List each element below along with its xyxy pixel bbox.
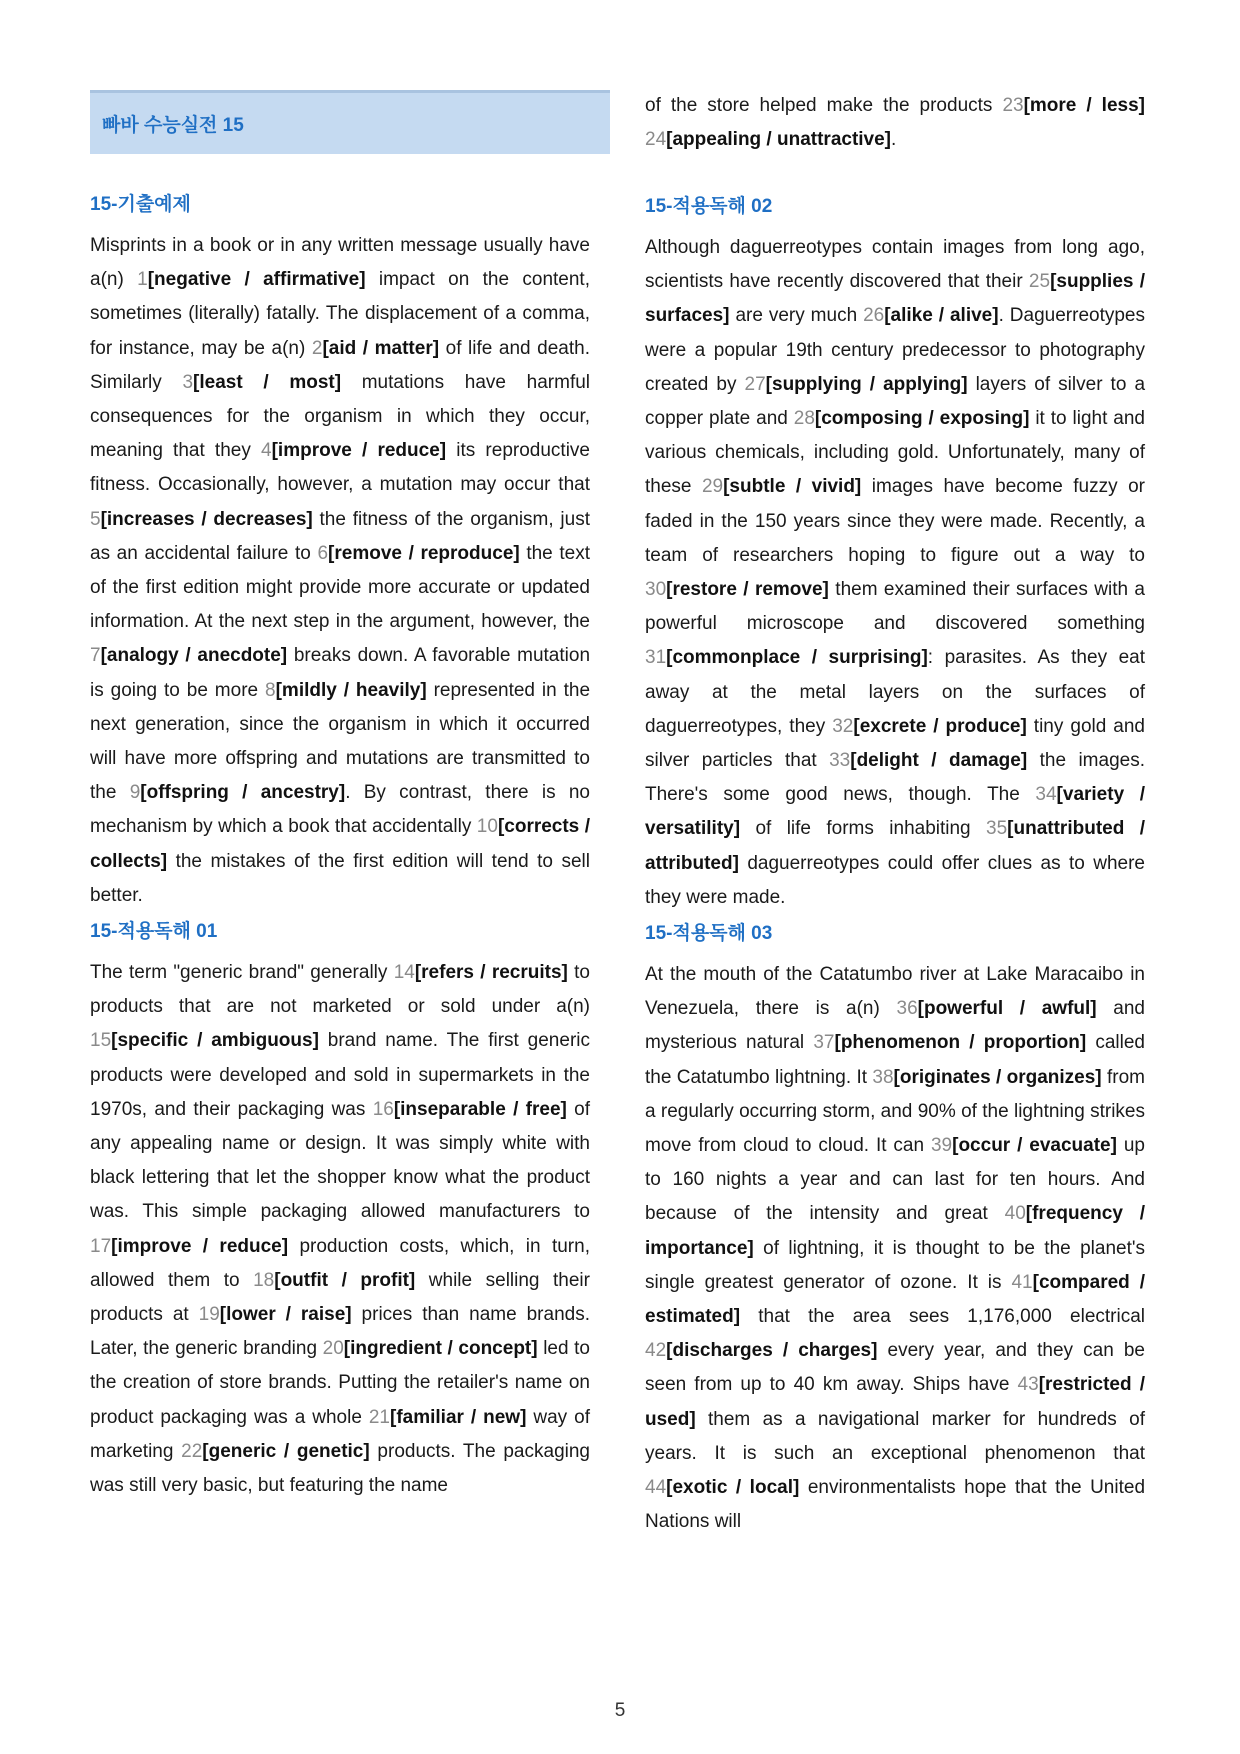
blank-number: 22 xyxy=(181,1440,203,1462)
word-choice-option: [refers / recruits] xyxy=(414,962,568,983)
blank-number: 21 xyxy=(368,1406,390,1428)
word-choice-option: [appealing / unattractive] xyxy=(666,129,892,151)
word-choice-option: [increases / decreases] xyxy=(100,508,313,530)
word-choice-option: [familiar / new] xyxy=(390,1406,527,1428)
blank-number: 32 xyxy=(832,715,854,737)
word-choice-option: [generic / genetic] xyxy=(202,1440,370,1462)
blank-number: 43 xyxy=(1017,1374,1039,1396)
passage-text: of the store helped make the products 23[more / less] 24[appealing / unattractive]. xyxy=(645,95,1145,151)
word-choice-option: [ingredient / concept] xyxy=(343,1338,538,1360)
blank-number: 30 xyxy=(645,579,667,601)
blank-number: 2 xyxy=(311,337,323,359)
blank-number: 20 xyxy=(322,1338,344,1360)
word-choice-option: [remove / reproduce] xyxy=(328,542,520,564)
blank-number: 6 xyxy=(317,542,329,564)
passage-text: Misprints in a book or in any written message usually have a(n) 1[negative / affirmative] impact on the content, sometimes (literally) fatally. The displacement of a comma, for instance, may be a(n) 2[aid / matter] of life and death. Similarly 3[least / most] mutations have harmful consequences for the organism in which they occur, meaning that they 4[improve / reduce] its reproductive fitness. Occasionally, however, a mutation may occur that 5[increases / decreases] the fitness of the organism, just as an accidental failure to 6[remove / reproduce] the text of the first edition might provide more accurate or updated information. At the next step in the argument, however, the 7[analogy / anecdote] breaks down. A favorable mutation is going to be more 8[mildly / heavily] represented in the next generation, since the organism in which it occurred will have more offspring and mutations are transmitted to the 9[offspring / ancestry]. By contrast, there is no mechanism by which a book that accidentally 10[corrects / collects] the mistakes of the first edition will tend to sell better. xyxy=(90,235,591,906)
blank-number: 44 xyxy=(645,1477,667,1499)
word-choice-option: [subtle / vivid] xyxy=(723,476,862,498)
blank-number: 5 xyxy=(90,508,101,530)
blank-number: 42 xyxy=(645,1340,667,1362)
section-reading-02 xyxy=(645,195,1145,915)
passage-text: The term "generic brand" generally 14[refers / recruits] to products that are not marketed or sold under a(n) 15[specific / ambiguous] brand name. The first generic products were developed and sold in supermarkets in the 1970s, and their packaging was 16[inseparable / free] of any appealing name or design. It was simply white with black lettering that let the shopper know what the product was. This simple packaging allowed manufacturers to 17[improve / reduce] production costs, which, in turn, allowed them to 18[outfit / profit] while selling their products at 19[lower / raise] prices than name brands. Later, the generic branding 20[ingredient / concept] led to the creation of store brands. Putting the retailer's name on product packaging was a whole 21[familiar / new] way of marketing 22[generic / genetic] products. The packaging was still very basic, but featuring the name xyxy=(90,962,591,1497)
blank-number: 40 xyxy=(1004,1203,1026,1225)
blank-number: 24 xyxy=(645,129,667,151)
blank-number: 31 xyxy=(645,647,667,669)
word-choice-option: [originates / organizes] xyxy=(893,1066,1102,1088)
word-choice-option: [powerful / awful] xyxy=(917,998,1097,1020)
blank-number: 19 xyxy=(198,1304,220,1326)
word-choice-option: [phenomenon / proportion] xyxy=(834,1032,1087,1054)
blank-number: 9 xyxy=(129,782,141,804)
word-choice-option: [analogy / anecdote] xyxy=(100,645,288,667)
section-reading-01-continued xyxy=(645,89,1145,157)
word-choice-option: [lower / raise] xyxy=(219,1304,352,1326)
word-choice-option: [compared / estimated] xyxy=(645,1271,1145,1328)
word-choice-option: [least / most] xyxy=(193,371,342,393)
blank-number: 39 xyxy=(930,1135,953,1157)
header-banner xyxy=(90,90,610,154)
word-choice-option: [negative / affirmative] xyxy=(147,269,366,291)
blank-number: 23 xyxy=(1002,95,1024,116)
blank-number: 27 xyxy=(744,373,766,395)
word-choice-option: [composing / exposing] xyxy=(814,408,1030,430)
word-choice-option: [variety / versatility] xyxy=(645,784,1146,840)
section-gichul-example xyxy=(90,193,590,913)
word-choice-option: [mildly / heavily] xyxy=(275,679,427,701)
word-choice-option: [alike / alive] xyxy=(884,305,999,327)
passage-text: Although daguerreotypes contain images from long ago, scientists have recently discovered that their 25[supplies / surfaces] are very much 26[alike / alive]. Daguerreotypes were a popular 19th century predecessor to photography created by 27[supplying / applying] layers of silver to a copper plate and 28[composing / exposing] it to light and various chemicals, including gold. Unfortunately, many of these 29[subtle / vivid] images have become fuzzy or faded in the 150 years since they were made. Recently, a team of researchers hoping to figure out a way to 30[restore / remove] them examined their surfaces with a powerful microscope and discovered something 31[commonplace / surprising]: parasites. As they eat away at the metal layers on the surfaces of daguerreotypes, they 32[excrete / produce] tiny gold and silver particles that 33[delight / damage] the images. There's some good news, though. The 34[variety / versatility] of life forms inhabiting 35[unattributed / attributed] daguerreotypes could offer clues as to where they were made. xyxy=(645,237,1146,908)
blank-number: 41 xyxy=(1011,1271,1033,1293)
page-number: 5 xyxy=(614,1700,626,1721)
word-choice-option: [offspring / ancestry] xyxy=(140,782,346,804)
section-title: 15-적용독해 02 xyxy=(645,196,773,217)
blank-number: 26 xyxy=(863,305,885,327)
passage-text: At the mouth of the Catatumbo river at Lake Maracaibo in Venezuela, there is a(n) 36[powerful / awful] and mysterious natural 37[phenomenon / proportion] called the Catatumbo lightning. It 38[originates / organizes] from a regularly occurring storm, and 90% of the lightning strikes move from cloud to cloud. It can 39[occur / evacuate] up to 160 nights a year and can last for ten hours. And because of the intensity and great 40[frequency / importance] of lightning, it is thought to be the planet's single greatest generator of ozone. It is 41[compared / estimated] that the area sees 1,176,000 electrical 42[discharges / charges] every year, and they can be seen from up to 40 km away. Ships have 43[restricted / used] them as a navigational marker for hundreds of years. It is such an exceptional phenomenon that 44[exotic / local] environmentalists hope that the United Nations will xyxy=(645,964,1146,1533)
blank-number: 35 xyxy=(986,818,1008,840)
section-title: 15-기출예제 xyxy=(90,194,191,215)
blank-number: 25 xyxy=(1028,271,1051,293)
blank-number: 38 xyxy=(872,1066,894,1088)
section-title: 15-적용독해 03 xyxy=(645,923,773,944)
word-choice-option: [restore / remove] xyxy=(666,579,829,601)
word-choice-option: [occur / evacuate] xyxy=(952,1135,1117,1157)
word-choice-option: [frequency / importance] xyxy=(645,1203,1145,1259)
word-choice-option: [delight / damage] xyxy=(850,750,1028,772)
word-choice-option: [restricted / used] xyxy=(645,1374,1145,1430)
blank-number: 34 xyxy=(1035,784,1057,806)
blank-number: 8 xyxy=(265,679,276,701)
blank-number: 10 xyxy=(476,816,498,838)
word-choice-option: [discharges / charges] xyxy=(666,1340,878,1362)
blank-number: 14 xyxy=(393,962,415,983)
blank-number: 1 xyxy=(137,269,148,291)
section-reading-03 xyxy=(645,922,1145,1539)
blank-number: 7 xyxy=(90,645,101,667)
blank-number: 37 xyxy=(813,1032,835,1054)
blank-number: 16 xyxy=(372,1098,394,1120)
word-choice-option: [inseparable / free] xyxy=(393,1098,567,1120)
word-choice-option: [corrects / collects] xyxy=(90,816,590,872)
word-choice-option: [commonplace / surprising] xyxy=(666,647,928,669)
word-choice-option: [improve / reduce] xyxy=(271,440,447,462)
blank-number: 4 xyxy=(261,440,272,462)
header-title: 빠바 수능실전 15 xyxy=(102,115,244,136)
word-choice-option: [supplies / surfaces] xyxy=(645,271,1145,327)
word-choice-option: [excrete / produce] xyxy=(853,715,1027,737)
blank-number: 33 xyxy=(829,750,851,772)
section-reading-01 xyxy=(90,920,590,1503)
blank-number: 29 xyxy=(701,476,724,498)
word-choice-option: [outfit / profit] xyxy=(274,1269,416,1291)
blank-number: 3 xyxy=(182,371,194,393)
blank-number: 28 xyxy=(793,408,815,430)
blank-number: 18 xyxy=(253,1269,275,1291)
section-title: 15-적용독해 01 xyxy=(90,921,218,942)
word-choice-option: [aid / matter] xyxy=(322,337,440,359)
blank-number: 36 xyxy=(896,998,918,1020)
word-choice-option: [improve / reduce] xyxy=(111,1235,289,1257)
word-choice-option: [specific / ambiguous] xyxy=(111,1030,319,1052)
word-choice-option: [exotic / local] xyxy=(666,1477,800,1499)
word-choice-option: [unattributed / attributed] xyxy=(645,818,1145,874)
word-choice-option: [supplying / applying] xyxy=(765,373,968,395)
blank-number: 15 xyxy=(90,1030,112,1052)
blank-number: 17 xyxy=(90,1235,112,1257)
word-choice-option: [more / less] xyxy=(1023,95,1145,116)
